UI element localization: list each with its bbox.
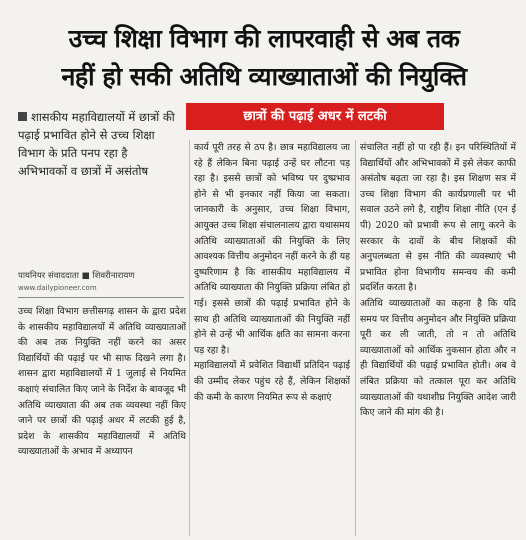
byline-url: www.dailypioneer.com (18, 284, 97, 292)
column-3-paragraph-1: संचालित नहीं हो पा रही हैं। इन परिस्थितियों में विद्यार्थियों और अभिभावकों में इसे लेकर काफी असंतोष बढ़ता जा रहा है। इस शिक्षण सत्र में उच्च शिक्षा विभाग की कार्यप्रणाली पर भी सवाल उठने लगे है, राष्ट्रीय शिक्षा नीति (एन ई पी) 2020 को प्रभावी रूप से लागू करने के सरकार के दावों के बीच शिक्षकों की अनुपलब्धता से इस नीति की व्यवस्थाएं भी प्रभावित होना विभागीय समन्वय की कमी प्रदर्शित करता है। (360, 142, 516, 294)
column-1-text: उच्च शिक्षा विभाग छत्तीसगढ़ शासन के द्वारा प्रदेश के शासकीय महाविद्यालयों में अतिथि व्याख्याताओं की अब तक नियुक्ति नहीं करने का असर विद्यार्थियों की पढ़ाई पर भी साफ दिखने लगा है। शासन द्वारा महाविद्यालयों में 1 जुलाई से नियमित कक्षाएं संचालित किए जाने के निर्देश के बावजूद भी अतिथि व्याख्याता की अब तक व्यवस्था नहीं किए जाने पर छात्रों की पढ़ाई अधर में लटकी हुई है, प्रदेश के शासकीय महाविद्यालयों में अतिथि व्याख्याताओं के अभाव में अध्यापन (18, 306, 186, 458)
column-2-paragraph-2: महाविद्यालयों में प्रवेशित विद्यार्थी प्रतिदिन पढ़ाई की उम्मीद लेकर पहुंच रहे हैं, लेकिन शिक्षकों की कमी के कारण नियमित रूप से कक्षाएं (194, 360, 350, 403)
article-column-1 (18, 304, 186, 536)
column-divider (355, 140, 356, 536)
headline (6, 20, 522, 96)
headline-line-1: उच्च शिक्षा विभाग की लापरवाही से अब तक (68, 24, 460, 53)
column-3-paragraph-2: अतिथि व्याख्याताओं का कहना है कि यदि समय पर वित्तीय अनुमोदन और नियुक्ति प्रक्रिया पूरी कर ली जाती, तो न तो अतिथि व्याख्याताओं को आर्थिक नुकसान होता और न ही विद्यार्थियों की पढ़ाई प्रभावित होती। अब वे लंबित प्रक्रिया को तत्काल पूरा कर अतिथि व्याख्याताओं की यथाशीघ्र नियुक्ति आदेश जारी किए जाने की मांग की है। (360, 297, 516, 419)
divider (18, 297, 184, 298)
summary-text: शासकीय महाविद्यालयों में छात्रों की पढ़ाई प्रभावित होने से उच्च शिक्षा विभाग के प्रति पनप रहा है अभिभावकों व छात्रों में असंतोष (18, 110, 175, 178)
article-column-3 (360, 140, 516, 536)
column-divider (189, 140, 190, 536)
subheading-banner: छात्रों की पढ़ाई अधर में लटकी (186, 103, 444, 130)
article-column-2 (194, 140, 350, 536)
summary-blurb (18, 108, 178, 180)
bullet-square-icon (18, 112, 27, 121)
headline-line-2: नहीं हो सकी अतिथि व्याख्याताओं की नियुक्ति (61, 62, 467, 91)
column-2-paragraph-1: कार्य पूरी तरह से ठप है। छात्र महाविद्यालय जा रहे हैं लेकिन बिना पढ़ाई उन्हें घर लौटना पड़ रहा है। इससे छात्रों को भविष्य पर दुष्प्रभाव होने से भी इनकार नहीं किया जा सकता। जानकारी के अनुसार, उच्च शिक्षा विभाग, आयुक्त उच्च शिक्षा संचालनालय द्वारा यथासमय अतिथि व्याख्याताओं की नियुक्ति के लिए आवश्यक वित्तीय अनुमोदन नहीं करने के ही यह दुष्परिणाम है कि शासकीय महाविद्यालय में अतिथि व्याख्याता की नियुक्ति प्रक्रिया लंबित हो गई। इससे छात्रों की पढ़ाई प्रभावित होने के साथ ही अतिथि व्याख्याताओं की नियुक्ति नहीं होने से उन्हें भी आर्थिक क्षति का सामना करना पड़ रहा है। (194, 142, 350, 356)
byline: पायनियर संवाददाता ■ शिवरीनारायण (18, 271, 135, 281)
